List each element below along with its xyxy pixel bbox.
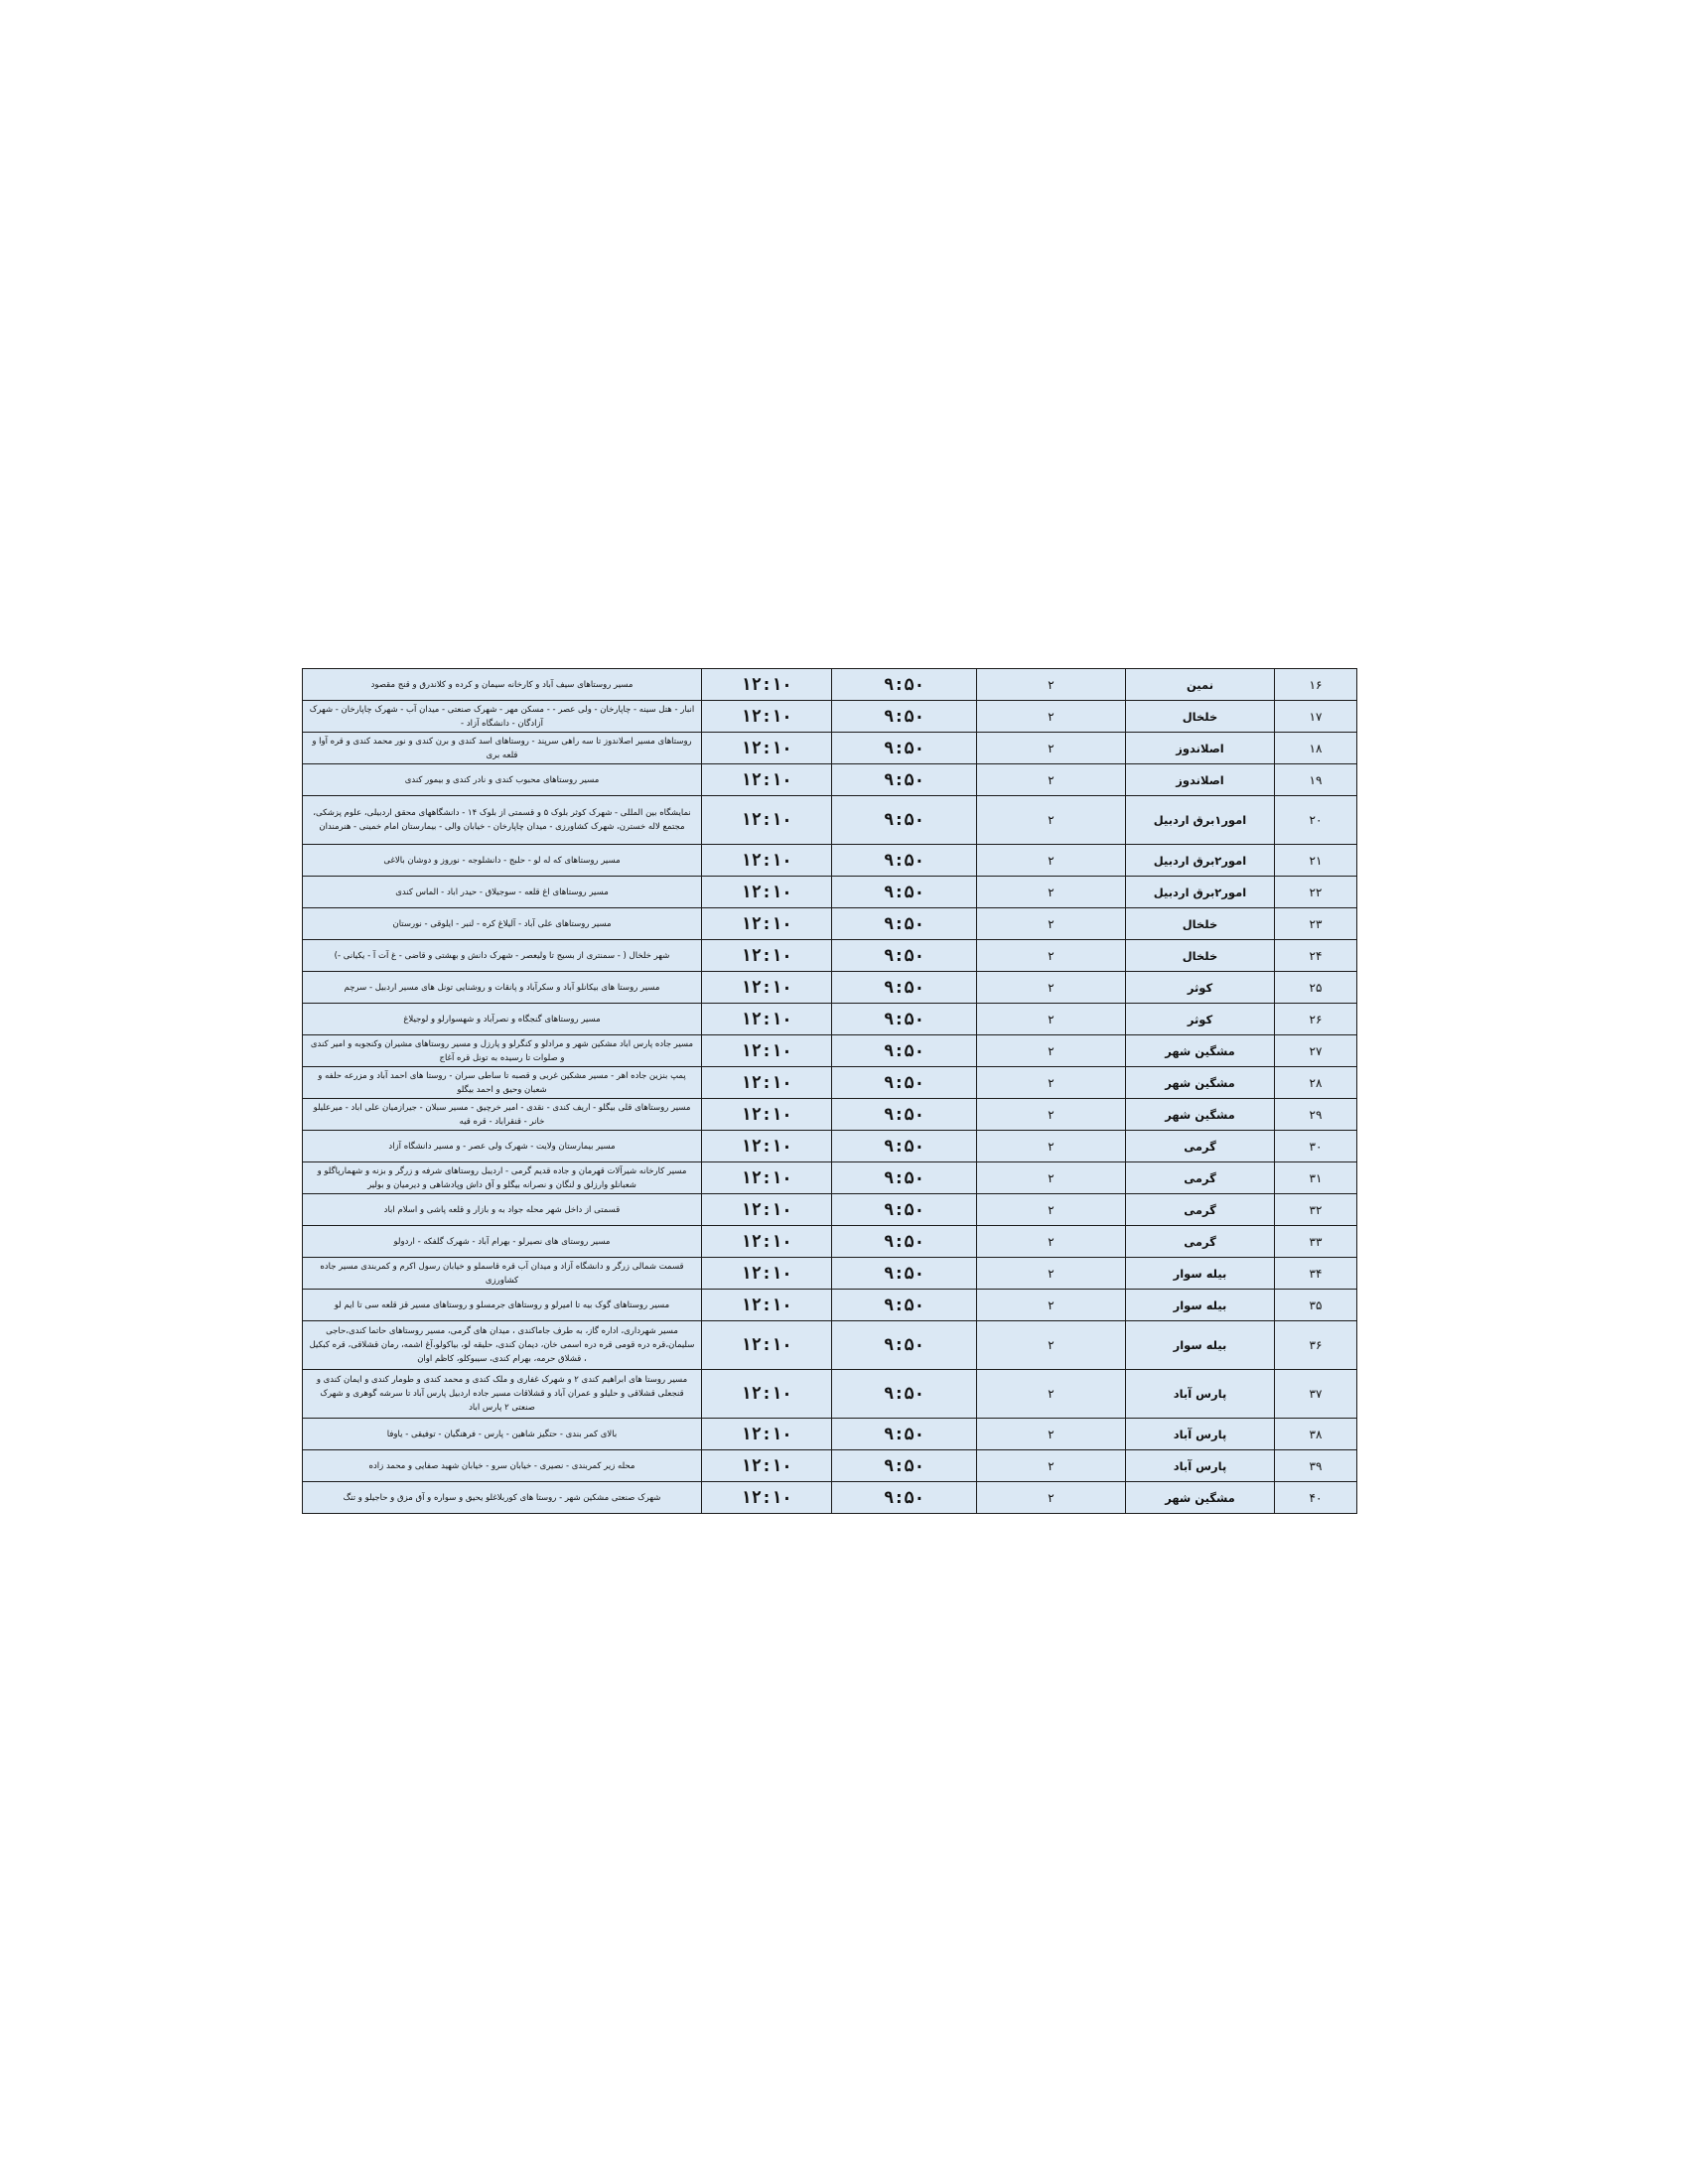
outage-schedule-table <box>302 668 1357 1514</box>
duration-hours: ۲ <box>977 940 1126 972</box>
region-name: خلخال <box>1126 701 1275 733</box>
end-time: ۱۲:۱۰ <box>702 1419 832 1450</box>
region-name: پارس آباد <box>1126 1419 1275 1450</box>
table-row <box>303 1099 1357 1131</box>
row-number: ۳۳ <box>1275 1226 1357 1258</box>
area-description: مسیر روستاهای اغ قلعه - سوجیلاق - حیدر اباد - الماس کندی <box>303 877 702 908</box>
table-row <box>303 1131 1357 1162</box>
row-number: ۲۱ <box>1275 845 1357 877</box>
region-name: پارس آباد <box>1126 1370 1275 1419</box>
end-time: ۱۲:۱۰ <box>702 845 832 877</box>
start-time: ۹:۵۰ <box>832 1482 977 1514</box>
region-name: کوثر <box>1126 1004 1275 1035</box>
duration-hours: ۲ <box>977 1194 1126 1226</box>
area-description: مسیر روستاهای محبوب کندی و نادر کندی و بیمور کندی <box>303 764 702 796</box>
duration-hours: ۲ <box>977 1226 1126 1258</box>
start-time: ۹:۵۰ <box>832 908 977 940</box>
row-number: ۳۹ <box>1275 1450 1357 1482</box>
start-time: ۹:۵۰ <box>832 1419 977 1450</box>
area-description: مسیر روستای های نصیرلو - بهرام آباد - شهرک گلفکه - اردولو <box>303 1226 702 1258</box>
region-name: مشگین شهر <box>1126 1035 1275 1067</box>
area-description: بالای کمر بندی - حتگیز شاهین - پارس - فرهنگیان - توفیقی - یاوفا <box>303 1419 702 1450</box>
end-time: ۱۲:۱۰ <box>702 733 832 764</box>
end-time: ۱۲:۱۰ <box>702 908 832 940</box>
table-row <box>303 1321 1357 1370</box>
region-name: مشگین شهر <box>1126 1099 1275 1131</box>
duration-hours: ۲ <box>977 1482 1126 1514</box>
row-number: ۳۰ <box>1275 1131 1357 1162</box>
duration-hours: ۲ <box>977 877 1126 908</box>
area-description: نمایشگاه بین المللی - شهرک کوثر بلوک ۵ و قسمتی از بلوک ۱۴ - دانشگاههای محقق اردبیلی، علوم پزشکی، مجتمع لاله خسترن، شهرک کشاورزی - میدان چاپارخان - خیابان والی - بیمارستان امام خمینی - هنرمندان <box>303 796 702 845</box>
start-time: ۹:۵۰ <box>832 1067 977 1099</box>
table-row <box>303 796 1357 845</box>
row-number: ۲۷ <box>1275 1035 1357 1067</box>
duration-hours: ۲ <box>977 1370 1126 1419</box>
area-description: مسیر روستاهای گنجگاه و نصرآباد و شهسوارلو و لوجیلاغ <box>303 1004 702 1035</box>
end-time: ۱۲:۱۰ <box>702 1290 832 1321</box>
end-time: ۱۲:۱۰ <box>702 1370 832 1419</box>
start-time: ۹:۵۰ <box>832 733 977 764</box>
end-time: ۱۲:۱۰ <box>702 877 832 908</box>
end-time: ۱۲:۱۰ <box>702 764 832 796</box>
duration-hours: ۲ <box>977 733 1126 764</box>
row-number: ۲۵ <box>1275 972 1357 1004</box>
duration-hours: ۲ <box>977 1004 1126 1035</box>
start-time: ۹:۵۰ <box>832 1226 977 1258</box>
area-description: مسیر روستاهای سیف آباد و کارخانه سیمان و کرده و کلاندرق و قنج مقصود <box>303 669 702 701</box>
start-time: ۹:۵۰ <box>832 1450 977 1482</box>
duration-hours: ۲ <box>977 764 1126 796</box>
row-number: ۳۶ <box>1275 1321 1357 1370</box>
region-name: اصلاندوز <box>1126 764 1275 796</box>
duration-hours: ۲ <box>977 908 1126 940</box>
start-time: ۹:۵۰ <box>832 1258 977 1290</box>
table-row <box>303 1067 1357 1099</box>
duration-hours: ۲ <box>977 845 1126 877</box>
table-row <box>303 845 1357 877</box>
duration-hours: ۲ <box>977 1131 1126 1162</box>
area-description: مسیر روستاهای قلی بیگلو - اریف کندی - نقدی - امیر خرچیق - مسیر سبلان - جیرازمیان علی اباد - میرعلیلو خانر - قنقراباد - قره قیه <box>303 1099 702 1131</box>
end-time: ۱۲:۱۰ <box>702 1321 832 1370</box>
row-number: ۲۹ <box>1275 1099 1357 1131</box>
start-time: ۹:۵۰ <box>832 764 977 796</box>
start-time: ۹:۵۰ <box>832 1004 977 1035</box>
row-number: ۲۳ <box>1275 908 1357 940</box>
start-time: ۹:۵۰ <box>832 1099 977 1131</box>
region-name: بیله سوار <box>1126 1258 1275 1290</box>
region-name: خلخال <box>1126 940 1275 972</box>
row-number: ۳۷ <box>1275 1370 1357 1419</box>
area-description: پمپ بنزین جاده اهر - مسیر مشکین غربی و قصبه تا ساطی سران - روستا های احمد آباد و مزرعه حلفه و شعبان وحیق و احمد بیگلو <box>303 1067 702 1099</box>
start-time: ۹:۵۰ <box>832 1290 977 1321</box>
area-description: مسیر کارخانه شیرآلات قهرمان و جاده قدیم گرمی - اردیبل روستاهای شرفه و زرگر و بزنه و شهمارپاگلو و شعبانلو وارزلق و لنگان و نصرانه بیگلو و آق داش وپادشاهی و دیرمیان و بولیر <box>303 1162 702 1194</box>
area-description: شهرک صنعتی مشکین شهر - روستا های کوربلاغلو یحیق و سواره و آق مزق و حاجیلو و تنگ <box>303 1482 702 1514</box>
duration-hours: ۲ <box>977 669 1126 701</box>
table-body <box>303 669 1357 1514</box>
row-number: ۲۸ <box>1275 1067 1357 1099</box>
area-description: مسیر بیمارستان ولایت - شهرک ولی عصر - و مسیر دانشگاه آزاد <box>303 1131 702 1162</box>
area-description: مسیر جاده پارس اباد مشکین شهر و مرادلو و کنگرلو و پارزل و مسیر روستاهای مشیران وکنجوبه و امیر کندی و صلوات تا رسیده به تونل قره آغاج <box>303 1035 702 1067</box>
row-number: ۳۱ <box>1275 1162 1357 1194</box>
duration-hours: ۲ <box>977 1290 1126 1321</box>
start-time: ۹:۵۰ <box>832 796 977 845</box>
table-row <box>303 733 1357 764</box>
end-time: ۱۲:۱۰ <box>702 796 832 845</box>
row-number: ۳۸ <box>1275 1419 1357 1450</box>
table-row <box>303 1226 1357 1258</box>
region-name: بیله سوار <box>1126 1290 1275 1321</box>
end-time: ۱۲:۱۰ <box>702 1482 832 1514</box>
region-name: امور۲برق اردبیل <box>1126 877 1275 908</box>
end-time: ۱۲:۱۰ <box>702 1226 832 1258</box>
region-name: اصلاندوز <box>1126 733 1275 764</box>
start-time: ۹:۵۰ <box>832 940 977 972</box>
region-name: امور۱برق اردبیل <box>1126 796 1275 845</box>
end-time: ۱۲:۱۰ <box>702 1131 832 1162</box>
area-description: مسیر روستاهای علی آباد - آلیلاغ کره - لنبر - ایلوقی - نورستان <box>303 908 702 940</box>
region-name: مشگین شهر <box>1126 1482 1275 1514</box>
region-name: نمین <box>1126 669 1275 701</box>
region-name: گرمی <box>1126 1194 1275 1226</box>
row-number: ۲۶ <box>1275 1004 1357 1035</box>
row-number: ۳۲ <box>1275 1194 1357 1226</box>
row-number: ۱۶ <box>1275 669 1357 701</box>
table-row <box>303 1035 1357 1067</box>
end-time: ۱۲:۱۰ <box>702 1258 832 1290</box>
table-row <box>303 940 1357 972</box>
table-row <box>303 1370 1357 1419</box>
region-name: گرمی <box>1126 1162 1275 1194</box>
row-number: ۲۰ <box>1275 796 1357 845</box>
row-number: ۱۷ <box>1275 701 1357 733</box>
table-row <box>303 701 1357 733</box>
table-row <box>303 669 1357 701</box>
start-time: ۹:۵۰ <box>832 877 977 908</box>
row-number: ۳۵ <box>1275 1290 1357 1321</box>
start-time: ۹:۵۰ <box>832 701 977 733</box>
end-time: ۱۲:۱۰ <box>702 1067 832 1099</box>
start-time: ۹:۵۰ <box>832 1162 977 1194</box>
area-description: مسیر روستاهای گوک بیه تا امیرلو و روستاهای جرمسلو و روستاهای مسیر قز قلعه سی تا ایم لو <box>303 1290 702 1321</box>
area-description: شهر خلخال ( - سمنتری از بسیج تا ولیعصر - شهرک دانش و بهشتی و قاضی - غ آت آ - یکیانی -) <box>303 940 702 972</box>
region-name: خلخال <box>1126 908 1275 940</box>
table-row <box>303 972 1357 1004</box>
end-time: ۱۲:۱۰ <box>702 972 832 1004</box>
row-number: ۴۰ <box>1275 1482 1357 1514</box>
start-time: ۹:۵۰ <box>832 1194 977 1226</box>
start-time: ۹:۵۰ <box>832 1321 977 1370</box>
area-description: مسیر شهرداری، اداره گاز، به طرف جاماکندی ، میدان های گرمی، مسیر روستاهای حاتما کندی،حاجی سلیمان،قره دره قومی قره دره اسمی خان، دیمان کندی، حلیقه لو، بیاکولو،آغ اشمه، رمان قشلاقی، قره کبکیل ، قشلاق حرمه، بهرام کندی، سیبوکلو، کاظم اوان <box>303 1321 702 1370</box>
duration-hours: ۲ <box>977 1067 1126 1099</box>
end-time: ۱۲:۱۰ <box>702 701 832 733</box>
area-description: روستاهای مسیر اصلاندوز تا سه راهی سرپند - روستاهای اسد کندی و برن کندی و نور محمد کندی و قره آوا و قلعه بری <box>303 733 702 764</box>
end-time: ۱۲:۱۰ <box>702 669 832 701</box>
table-row <box>303 1162 1357 1194</box>
area-description: انبار - هتل سینه - چاپارخان - ولی عصر - - مسکن مهر - شهرک صنعتی - میدان آب - شهرک چاپارخان - شهرک آزادگان - دانشگاه آزاد - <box>303 701 702 733</box>
area-description: قسمت شمالی زرگر و دانشگاه آزاد و میدان آب قره قاسملو و خیابان رسول اکرم و کمربندی مسیر جاده کشاورزی <box>303 1258 702 1290</box>
region-name: پارس آباد <box>1126 1450 1275 1482</box>
table-row <box>303 1290 1357 1321</box>
end-time: ۱۲:۱۰ <box>702 1162 832 1194</box>
duration-hours: ۲ <box>977 701 1126 733</box>
table-row <box>303 1419 1357 1450</box>
table-row <box>303 1450 1357 1482</box>
region-name: کوثر <box>1126 972 1275 1004</box>
start-time: ۹:۵۰ <box>832 972 977 1004</box>
start-time: ۹:۵۰ <box>832 845 977 877</box>
region-name: بیله سوار <box>1126 1321 1275 1370</box>
region-name: مشگین شهر <box>1126 1067 1275 1099</box>
duration-hours: ۲ <box>977 1099 1126 1131</box>
table-row <box>303 877 1357 908</box>
table-row <box>303 1004 1357 1035</box>
region-name: امور۲برق اردبیل <box>1126 845 1275 877</box>
duration-hours: ۲ <box>977 1035 1126 1067</box>
end-time: ۱۲:۱۰ <box>702 1004 832 1035</box>
table-row <box>303 908 1357 940</box>
duration-hours: ۲ <box>977 972 1126 1004</box>
area-description: قسمتی از داخل شهر محله جواد به و بازار و قلعه پاشی و اسلام اباد <box>303 1194 702 1226</box>
end-time: ۱۲:۱۰ <box>702 1194 832 1226</box>
area-description: مسیر روستاهای که له لو - حلبج - دانشلوجه - نوروز و دوشان بالاغی <box>303 845 702 877</box>
table-row <box>303 1258 1357 1290</box>
end-time: ۱۲:۱۰ <box>702 940 832 972</box>
end-time: ۱۲:۱۰ <box>702 1099 832 1131</box>
start-time: ۹:۵۰ <box>832 669 977 701</box>
area-description: محله زیر کمربندی - نصیری - خیابان سرو - خیابان شهید صفایی و محمد زاده <box>303 1450 702 1482</box>
row-number: ۱۹ <box>1275 764 1357 796</box>
area-description: مسیر روستا های ابراهیم کندی ۲ و شهرک غفاری و ملک کندی و محمد کندی و طومار کندی و ایمان کندی و قنجعلی قشلاقی و حلیلو و عمران آباد و قشلاقات مسیر جاده اردبیل پارس آباد تا سرشه گوهری و شهرک صنعتی ۲ پارس اباد <box>303 1370 702 1419</box>
region-name: گرمی <box>1126 1131 1275 1162</box>
duration-hours: ۲ <box>977 1450 1126 1482</box>
row-number: ۲۴ <box>1275 940 1357 972</box>
row-number: ۱۸ <box>1275 733 1357 764</box>
region-name: گرمی <box>1126 1226 1275 1258</box>
duration-hours: ۲ <box>977 1419 1126 1450</box>
duration-hours: ۲ <box>977 1321 1126 1370</box>
duration-hours: ۲ <box>977 1258 1126 1290</box>
start-time: ۹:۵۰ <box>832 1035 977 1067</box>
row-number: ۲۲ <box>1275 877 1357 908</box>
table-row <box>303 1482 1357 1514</box>
row-number: ۳۴ <box>1275 1258 1357 1290</box>
start-time: ۹:۵۰ <box>832 1131 977 1162</box>
end-time: ۱۲:۱۰ <box>702 1035 832 1067</box>
end-time: ۱۲:۱۰ <box>702 1450 832 1482</box>
duration-hours: ۲ <box>977 1162 1126 1194</box>
area-description: مسیر روستا های بیکانلو آباد و سکرآباد و پانقات و روشنایی تونل های مسیر اردبیل - سرچم <box>303 972 702 1004</box>
table-row <box>303 1194 1357 1226</box>
start-time: ۹:۵۰ <box>832 1370 977 1419</box>
table-row <box>303 764 1357 796</box>
duration-hours: ۲ <box>977 796 1126 845</box>
